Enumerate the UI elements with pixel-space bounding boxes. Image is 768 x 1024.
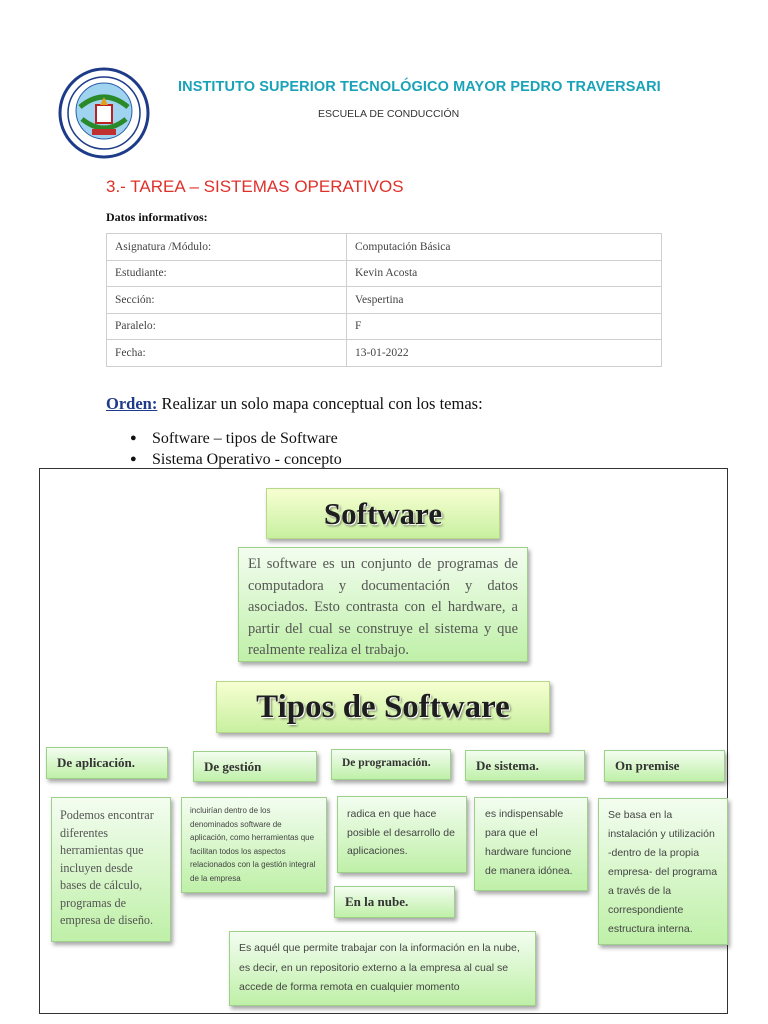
info-table (106, 233, 662, 367)
description-programacion: radica en que hace posible el desarrollo de aplicaciones. (337, 796, 467, 873)
table-cell-value: F (347, 313, 662, 340)
institute-seal-logo (58, 67, 150, 159)
list-item: ● Software – tipos de Software (130, 428, 342, 449)
table-cell-value: Vespertina (347, 287, 662, 314)
table-row (107, 234, 662, 261)
description-aplicacion: Podemos encontrar diferentes herramientas que incluyen desde bases de cálculo, programas de empresa de diseño. (51, 797, 171, 942)
info-section-label: Datos informativos: (106, 210, 208, 224)
description-sistema: es indispensable para que el hardware funcione de manera idónea. (474, 797, 588, 891)
order-text: Realizar un solo mapa conceptual con los temas: (157, 394, 483, 413)
category-programacion: De programación. (331, 749, 451, 780)
institute-title: INSTITUTO SUPERIOR TECNOLÓGICO MAYOR PEDRO TRAVERSARI (178, 79, 661, 95)
table-row (107, 313, 662, 340)
list-item: ● Sistema Operativo - concepto (130, 449, 342, 470)
school-name: ESCUELA DE CONDUCCIÓN (318, 108, 460, 120)
category-gestion: De gestión (193, 751, 317, 782)
task-title: 3.- TAREA – SISTEMAS OPERATIVOS (106, 177, 404, 196)
table-cell-label: Estudiante: (107, 260, 347, 287)
table-row (107, 287, 662, 314)
table-cell-value: Computación Básica (347, 234, 662, 261)
table-cell-value: Kevin Acosta (347, 260, 662, 287)
category-sistema: De sistema. (465, 750, 585, 781)
order-label: Orden: (106, 394, 158, 413)
table-row (107, 340, 662, 367)
topic-list (130, 428, 342, 470)
description-gestion: incluirían dentro de los denominados software de aplicación, como herramientas que facilitan todos los aspectos relacionados con la gestión integral de la empresa (181, 797, 327, 893)
table-cell-label: Sección: (107, 287, 347, 314)
description-nube: Es aquél que permite trabajar con la información en la nube, es decir, en un repositorio externo a la empresa al cual se accede de forma remota en cualquier momento (229, 931, 536, 1006)
table-cell-label: Paralelo: (107, 313, 347, 340)
tipos-title-box: Tipos de Software (216, 681, 550, 733)
category-on-premise: On premise (604, 750, 725, 782)
order-instruction (106, 394, 483, 414)
description-on-premise: Se basa en la instalación y utilización -dentro de la propia empresa- del programa a través de la correspondiente estructura interna. (598, 798, 728, 945)
software-description-box: El software es un conjunto de programas de computadora y documentación y datos asociados. Esto contrasta con el hardware, a partir del cual se construye el sistema y que realmente realiza el trabajo. (238, 547, 528, 662)
category-aplicacion: De aplicación. (46, 747, 168, 779)
category-nube: En la nube. (334, 886, 455, 918)
table-cell-value: 13-01-2022 (347, 340, 662, 367)
table-cell-label: Fecha: (107, 340, 347, 367)
software-title-box: Software (266, 488, 500, 539)
table-row (107, 260, 662, 287)
table-cell-label: Asignatura /Módulo: (107, 234, 347, 261)
